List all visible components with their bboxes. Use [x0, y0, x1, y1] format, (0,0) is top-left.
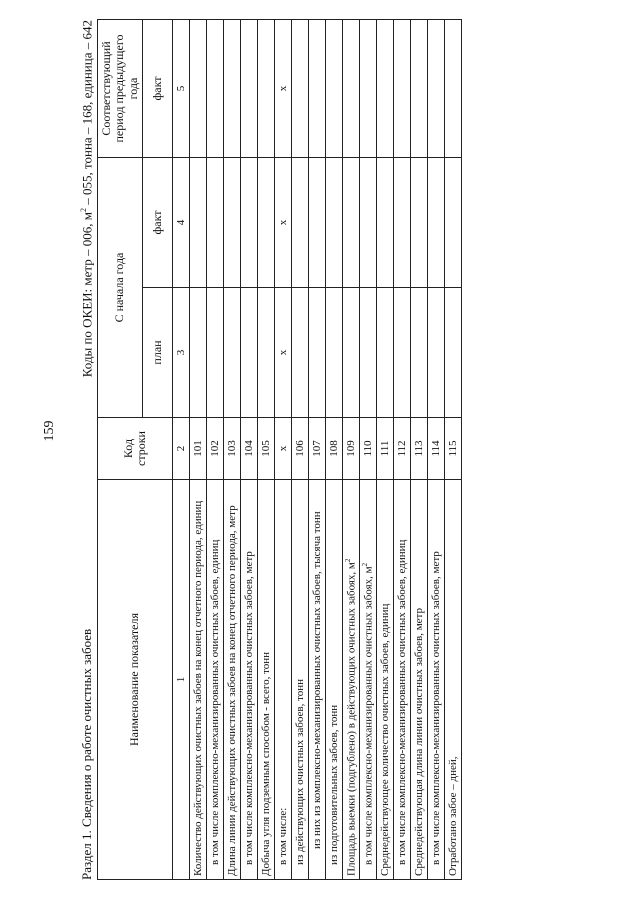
row-name: в том числе комплексно-механизированных очистных забоев, единиц [394, 480, 411, 880]
row-plan [224, 288, 241, 418]
column-number: 4 [173, 157, 190, 287]
row-name: в том числе комплексно-механизированных очистных забоев, метр [428, 480, 445, 880]
row-plan [377, 288, 394, 418]
row-code: 108 [326, 418, 343, 480]
row-fact [241, 157, 258, 287]
row-prev [241, 19, 258, 157]
column-number: 1 [173, 480, 190, 880]
row-code: 103 [224, 418, 241, 480]
row-prev [326, 19, 343, 157]
row-prev [207, 19, 224, 157]
row-name-text: в том числе комплексно-механизированных очистных забоях, м [362, 566, 375, 865]
row-code: 112 [394, 418, 411, 480]
row-name: в том числе комплексно-механизированных очистных забоев, метр [241, 480, 258, 880]
row-prev [360, 19, 377, 157]
section-title: Раздел 1. Сведения о работе очистных забоев [79, 628, 94, 880]
row-fact [377, 157, 394, 287]
row-prev [411, 19, 428, 157]
row-name-text: Площадь выемки (подгублено) в действующих очистных забоях, м [345, 562, 358, 876]
row-code: х [275, 418, 292, 480]
row-name [343, 480, 360, 880]
row-plan [326, 288, 343, 418]
header-row-1 [98, 19, 143, 879]
row-code: 109 [343, 418, 360, 480]
table-row [241, 19, 258, 879]
row-name: в том числе комплексно-механизированных очистных забоев, единиц [207, 480, 224, 880]
row-prev [428, 19, 445, 157]
row-plan [428, 288, 445, 418]
table-row [343, 19, 360, 879]
row-name: Среднедействующее количество очистных забоев, единиц [377, 480, 394, 880]
row-prev [343, 19, 360, 157]
row-fact [224, 157, 241, 287]
header-code: Код строки [98, 418, 173, 480]
row-plan [207, 288, 224, 418]
row-plan [445, 288, 462, 418]
row-fact [411, 157, 428, 287]
row-name [360, 480, 377, 880]
row-name-sup: 2 [360, 562, 369, 567]
row-plan [411, 288, 428, 418]
row-code: 107 [309, 418, 326, 480]
row-code: 105 [258, 418, 275, 480]
row-plan [292, 288, 309, 418]
row-code: 115 [445, 418, 462, 480]
row-code: 110 [360, 418, 377, 480]
row-prev [190, 19, 207, 157]
column-numbers-row [173, 19, 190, 879]
row-prev [394, 19, 411, 157]
table-row [207, 19, 224, 879]
row-prev [224, 19, 241, 157]
header-prev-fact: факт [143, 19, 173, 157]
row-code: 113 [411, 418, 428, 480]
row-plan: х [275, 288, 292, 418]
row-fact: х [275, 157, 292, 287]
row-fact [292, 157, 309, 287]
okei-prefix: Коды по ОКЕИ: метр – 006, м [79, 212, 95, 378]
okei-codes [79, 20, 95, 377]
row-code: 104 [241, 418, 258, 480]
okei-sup: 2 [79, 208, 88, 213]
row-fact [394, 157, 411, 287]
table-row [258, 19, 275, 879]
row-plan [241, 288, 258, 418]
row-fact [326, 157, 343, 287]
row-code: 106 [292, 418, 309, 480]
row-fact [343, 157, 360, 287]
header-since-year: С начала года [98, 157, 143, 417]
table-row [224, 19, 241, 879]
table-row [326, 19, 343, 879]
row-prev [292, 19, 309, 157]
header-plan: план [143, 288, 173, 418]
column-number: 3 [173, 288, 190, 418]
okei-suffix: – 055, тонна – 168, единица – 642 [79, 20, 95, 209]
row-prev [258, 19, 275, 157]
row-plan [394, 288, 411, 418]
table-row [309, 19, 326, 879]
row-name: Среднедействующая длина линии очистных забоев, метр [411, 480, 428, 880]
table-row [377, 19, 394, 879]
row-name: из подготовительных забоев, тонн [326, 480, 343, 880]
row-fact [445, 157, 462, 287]
row-fact [190, 157, 207, 287]
table-row [445, 19, 462, 879]
row-name-sup: 2 [343, 558, 352, 563]
table-row [394, 19, 411, 879]
page-number: 159 [42, 420, 57, 442]
row-plan [309, 288, 326, 418]
row-name: Количество действующих очистных забоев на конец отчетного периода, единиц [190, 480, 207, 880]
row-plan [343, 288, 360, 418]
row-name: Добыча угля подземным способом - всего, тонн [258, 480, 275, 880]
row-prev: х [275, 19, 292, 157]
indicators-table [97, 19, 462, 880]
row-prev [377, 19, 394, 157]
table-row [292, 19, 309, 879]
row-name: в том числе: [275, 480, 292, 880]
row-plan [360, 288, 377, 418]
column-number: 5 [173, 19, 190, 157]
table-row [190, 19, 207, 879]
rotated-content [75, 20, 640, 880]
row-code: 101 [190, 418, 207, 480]
row-fact [207, 157, 224, 287]
row-name: Длина линии действующих очистных забоев на конец отчетного периода, метр [224, 480, 241, 880]
row-code: 114 [428, 418, 445, 480]
row-name: из действующих очистных забоев, тонн [292, 480, 309, 880]
row-fact [258, 157, 275, 287]
row-plan [258, 288, 275, 418]
row-fact [309, 157, 326, 287]
table-row [428, 19, 445, 879]
header-fact: факт [143, 157, 173, 287]
row-plan [190, 288, 207, 418]
row-name: из них из комплексно-механизированных очистных забоев, тысяча тонн [309, 480, 326, 880]
table-row [411, 19, 428, 879]
row-code: 111 [377, 418, 394, 480]
row-fact [360, 157, 377, 287]
row-prev [445, 19, 462, 157]
row-prev [309, 19, 326, 157]
row-name: Отработано забое – дней, [445, 480, 462, 880]
row-code: 102 [207, 418, 224, 480]
header-name: Наименование показателя [98, 480, 173, 880]
row-fact [428, 157, 445, 287]
header-prev-period: Соответствующий период предыдущего года [98, 19, 143, 157]
table-row [275, 19, 292, 879]
column-number: 2 [173, 418, 190, 480]
table-row [360, 19, 377, 879]
